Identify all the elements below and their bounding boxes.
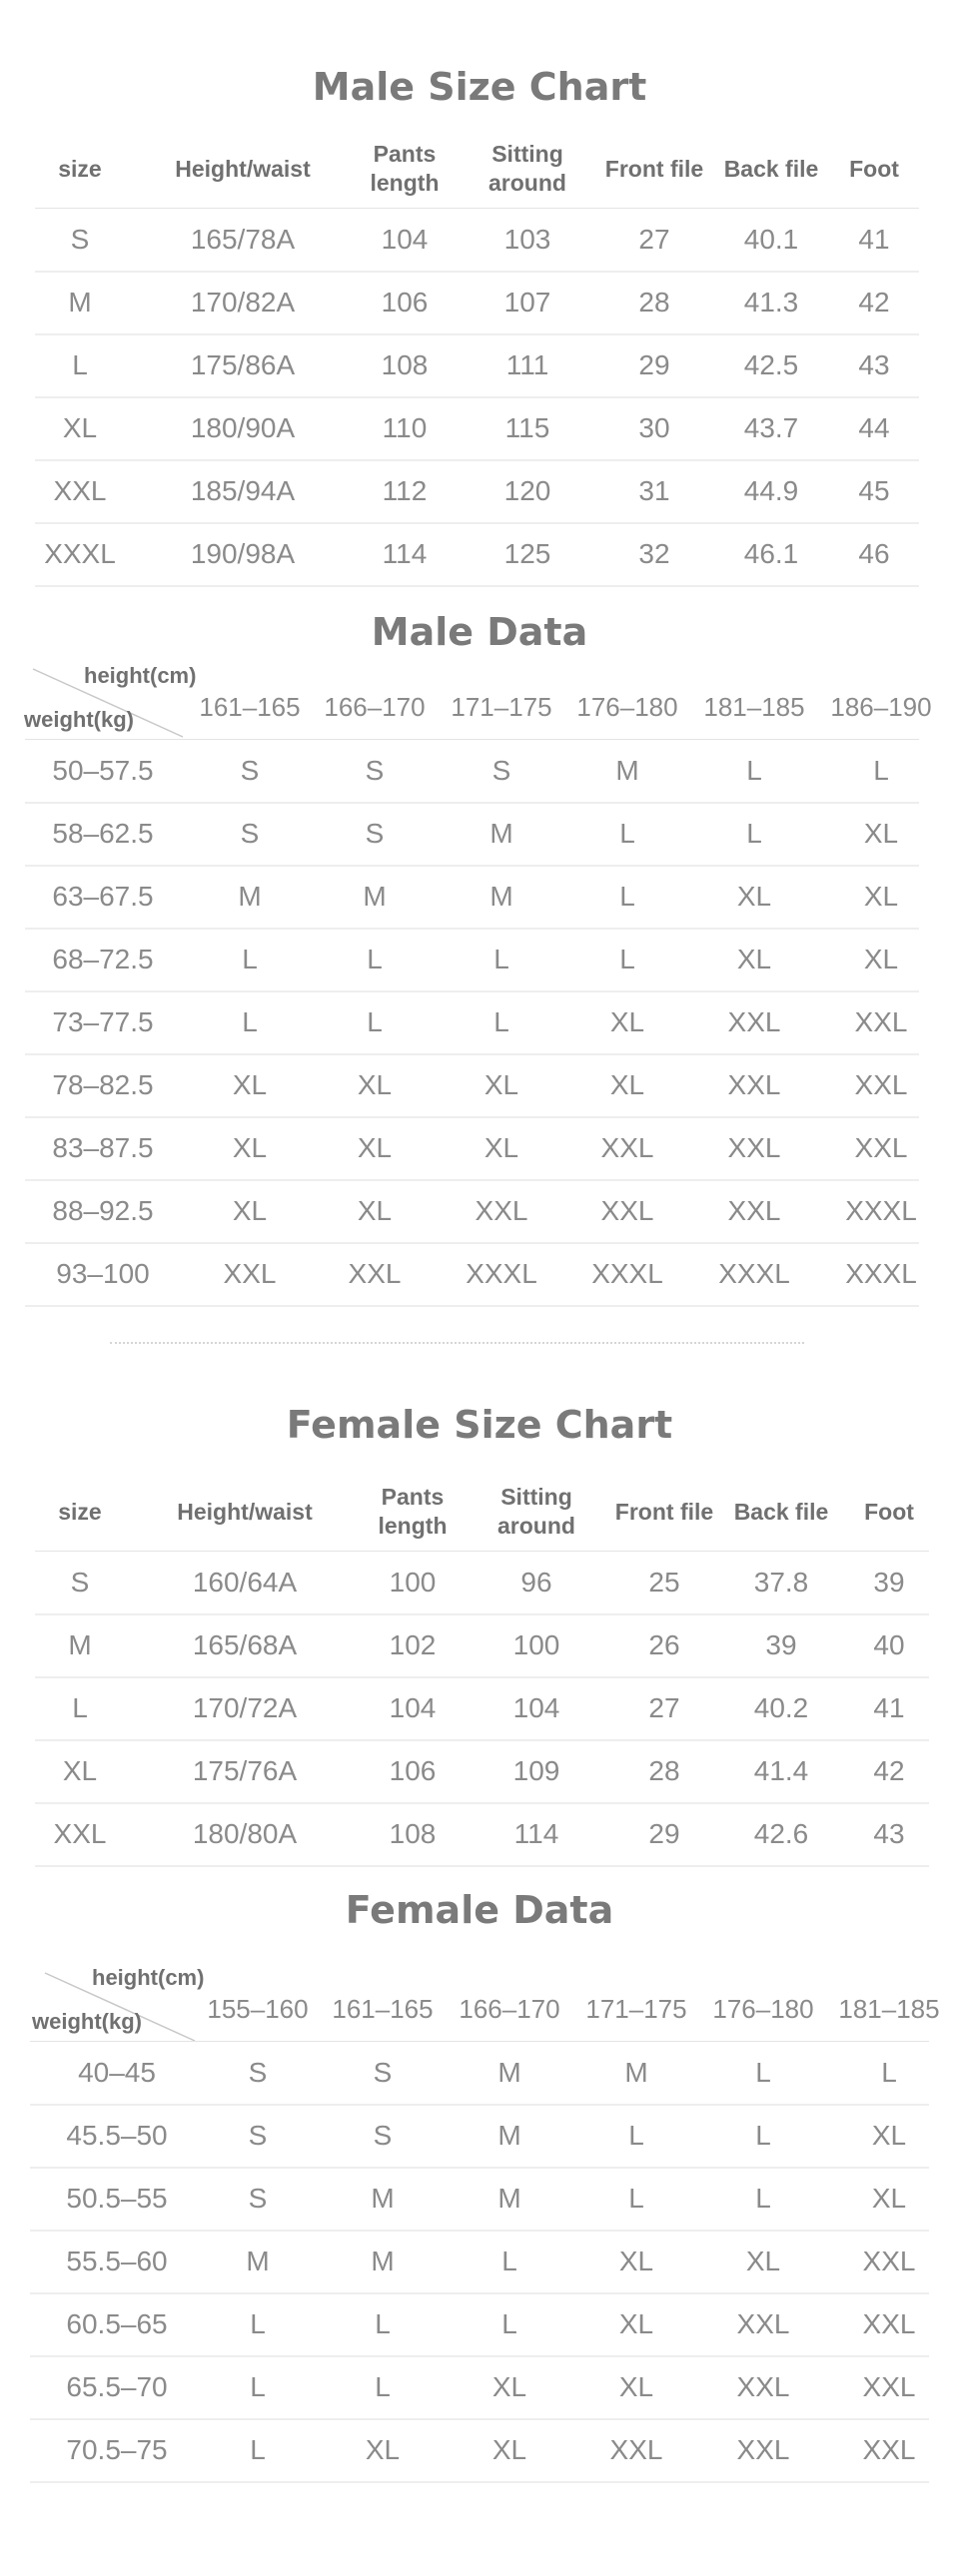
size-cell: M bbox=[363, 880, 387, 912]
table-cell: 43.7 bbox=[743, 411, 799, 443]
table-row bbox=[25, 802, 919, 867]
table-cell: 180/80A bbox=[192, 1817, 298, 1849]
size-cell: XXL bbox=[854, 1005, 908, 1037]
table-cell: 39 bbox=[765, 1628, 797, 1660]
size-cell: XXL bbox=[223, 1257, 277, 1289]
size-cell: L bbox=[367, 943, 383, 974]
size-cell: XXXL bbox=[845, 1257, 917, 1289]
size-cell: XXL bbox=[727, 1068, 781, 1100]
column-header: Back file bbox=[733, 1498, 829, 1525]
column-header: Foot bbox=[864, 1498, 914, 1525]
column-header: Foot bbox=[849, 155, 899, 182]
column-header: Height/waist bbox=[175, 155, 311, 182]
table-row bbox=[30, 2167, 929, 2232]
size-cell: M bbox=[489, 817, 513, 849]
weight-range-cell: 63–67.5 bbox=[52, 880, 154, 912]
table-cell: 170/72A bbox=[192, 1691, 298, 1723]
size-cell: S bbox=[373, 2056, 393, 2088]
table-cell: 103 bbox=[503, 223, 551, 255]
table-cell: 190/98A bbox=[190, 537, 296, 569]
table-row bbox=[25, 865, 919, 930]
table-cell: 29 bbox=[638, 348, 670, 380]
table-cell: 110 bbox=[382, 411, 428, 443]
table-cell: 111 bbox=[505, 348, 549, 380]
size-cell: XL bbox=[863, 817, 899, 849]
male-size-chart-table bbox=[35, 130, 919, 585]
size-cell: L bbox=[881, 2056, 897, 2088]
size-cell: L bbox=[619, 880, 635, 912]
size-cell: XL bbox=[365, 2433, 401, 2465]
size-cell: M bbox=[497, 2056, 521, 2088]
column-header: Sitting around bbox=[488, 141, 566, 196]
size-cell: L bbox=[250, 2370, 266, 2402]
table-cell: 41.4 bbox=[753, 1754, 809, 1786]
height-range-header: 171–175 bbox=[585, 1994, 687, 2024]
table-cell: 115 bbox=[504, 411, 550, 443]
size-cell: S bbox=[248, 2056, 268, 2088]
table-cell: XXL bbox=[53, 474, 107, 506]
header-row bbox=[30, 1978, 940, 2042]
header-row bbox=[35, 1473, 929, 1552]
height-range-header: 161–165 bbox=[332, 1994, 434, 2024]
column-header: size bbox=[58, 1498, 102, 1525]
table-cell: S bbox=[70, 1566, 90, 1598]
size-cell: XL bbox=[736, 943, 772, 974]
size-cell: L bbox=[755, 2119, 771, 2151]
table-cell: 108 bbox=[389, 1817, 437, 1849]
size-cell: XL bbox=[232, 1131, 268, 1163]
table-row bbox=[25, 990, 919, 1055]
table-cell: 43 bbox=[858, 348, 890, 380]
table-cell: M bbox=[68, 286, 92, 318]
weight-range-cell: 83–87.5 bbox=[52, 1131, 154, 1163]
table-cell: 39 bbox=[873, 1566, 905, 1598]
table-cell: 175/76A bbox=[192, 1754, 298, 1786]
table-cell: 185/94A bbox=[190, 474, 296, 506]
table-cell: 120 bbox=[503, 474, 551, 506]
table-cell: 26 bbox=[648, 1628, 680, 1660]
size-cell: L bbox=[619, 817, 635, 849]
size-cell: L bbox=[746, 817, 762, 849]
weight-range-cell: 70.5–75 bbox=[66, 2433, 168, 2465]
table-cell: 114 bbox=[382, 537, 428, 569]
weight-range-cell: 73–77.5 bbox=[52, 1005, 154, 1037]
size-cell: L bbox=[250, 2307, 266, 2339]
size-cell: M bbox=[371, 2245, 395, 2276]
weight-range-cell: 58–62.5 bbox=[52, 817, 154, 849]
size-cell: XL bbox=[618, 2370, 654, 2402]
table-cell: 30 bbox=[638, 411, 670, 443]
size-cell: XXL bbox=[736, 2433, 790, 2465]
size-cell: S bbox=[365, 817, 385, 849]
size-cell: XXL bbox=[862, 2433, 916, 2465]
height-range-header: 171–175 bbox=[451, 692, 552, 722]
table-cell: 96 bbox=[520, 1566, 552, 1598]
female-size-chart-title: Female Size Chart bbox=[286, 1403, 673, 1447]
table-cell: 106 bbox=[381, 286, 429, 318]
table-row bbox=[30, 2355, 929, 2420]
female-data-table bbox=[30, 1978, 940, 2481]
table-cell: 41 bbox=[873, 1691, 905, 1723]
table-row bbox=[30, 2104, 929, 2169]
weight-range-cell: 40–45 bbox=[78, 2056, 156, 2088]
size-cell: XXXL bbox=[466, 1257, 537, 1289]
table-cell: 27 bbox=[648, 1691, 680, 1723]
table-cell: 44 bbox=[858, 411, 890, 443]
table-cell: 40.1 bbox=[743, 223, 799, 255]
table-cell: XXXL bbox=[44, 537, 116, 569]
size-cell: XXL bbox=[854, 1068, 908, 1100]
table-row bbox=[35, 1802, 929, 1867]
table-cell: 160/64A bbox=[192, 1566, 298, 1598]
table-row bbox=[35, 271, 919, 335]
table-row bbox=[35, 459, 919, 524]
table-row bbox=[35, 1739, 929, 1804]
size-cell: L bbox=[501, 2307, 517, 2339]
size-cell: L bbox=[242, 943, 258, 974]
table-cell: 45 bbox=[858, 474, 890, 506]
female-size-chart-table bbox=[35, 1473, 929, 1865]
table-cell: 32 bbox=[638, 537, 670, 569]
weight-range-cell: 88–92.5 bbox=[52, 1194, 154, 1226]
size-cell: S bbox=[248, 2182, 268, 2214]
size-cell: XL bbox=[232, 1068, 268, 1100]
size-cell: M bbox=[497, 2182, 521, 2214]
size-cell: XXL bbox=[609, 2433, 663, 2465]
table-cell: 108 bbox=[381, 348, 429, 380]
size-cell: XXL bbox=[862, 2245, 916, 2276]
weight-range-cell: 68–72.5 bbox=[52, 943, 154, 974]
male-data-height-label: height(cm) bbox=[84, 663, 197, 688]
column-header: Sitting around bbox=[497, 1484, 575, 1539]
size-cell: XXL bbox=[736, 2307, 790, 2339]
size-cell: XL bbox=[618, 2307, 654, 2339]
table-cell: XXL bbox=[53, 1817, 107, 1849]
table-cell: M bbox=[68, 1628, 92, 1660]
table-cell: 42.5 bbox=[743, 348, 799, 380]
size-cell: XL bbox=[609, 1068, 645, 1100]
table-cell: 107 bbox=[503, 286, 551, 318]
size-cell: L bbox=[250, 2433, 266, 2465]
table-cell: 40 bbox=[873, 1628, 905, 1660]
table-cell: 112 bbox=[382, 474, 428, 506]
size-cell: M bbox=[624, 2056, 648, 2088]
table-cell: 165/78A bbox=[190, 223, 296, 255]
table-row bbox=[30, 2292, 929, 2357]
male-size-chart-title: Male Size Chart bbox=[312, 65, 647, 109]
table-cell: 104 bbox=[389, 1691, 437, 1723]
size-cell: XL bbox=[863, 880, 899, 912]
table-cell: 104 bbox=[512, 1691, 560, 1723]
weight-range-cell: 60.5–65 bbox=[66, 2307, 168, 2339]
header-row bbox=[25, 676, 932, 740]
table-cell: 29 bbox=[648, 1817, 680, 1849]
table-cell: 41.3 bbox=[743, 286, 799, 318]
section-divider bbox=[110, 1342, 804, 1344]
size-cell: L bbox=[367, 1005, 383, 1037]
table-row bbox=[30, 2418, 929, 2483]
size-cell: XL bbox=[745, 2245, 781, 2276]
table-cell: 28 bbox=[648, 1754, 680, 1786]
table-cell: XL bbox=[62, 1754, 98, 1786]
male-data-title: Male Data bbox=[371, 610, 588, 654]
female-data-title: Female Data bbox=[345, 1888, 614, 1932]
size-cell: M bbox=[497, 2119, 521, 2151]
weight-range-cell: 50–57.5 bbox=[52, 754, 154, 786]
size-cell: XXL bbox=[600, 1194, 654, 1226]
size-cell: S bbox=[240, 754, 260, 786]
table-row bbox=[35, 1613, 929, 1678]
table-cell: S bbox=[70, 223, 90, 255]
table-cell: 42 bbox=[858, 286, 890, 318]
table-cell: 125 bbox=[503, 537, 551, 569]
female-data-height-label: height(cm) bbox=[92, 1965, 205, 1990]
height-range-header: 166–170 bbox=[459, 1994, 560, 2024]
size-cell: XL bbox=[871, 2182, 907, 2214]
size-cell: S bbox=[491, 754, 511, 786]
table-cell: 46 bbox=[858, 537, 890, 569]
size-cell: XXL bbox=[862, 2370, 916, 2402]
size-cell: L bbox=[375, 2307, 391, 2339]
table-cell: 165/68A bbox=[192, 1628, 298, 1660]
table-cell: L bbox=[72, 348, 88, 380]
table-cell: 175/86A bbox=[190, 348, 296, 380]
column-header: Front file bbox=[614, 1498, 714, 1525]
size-cell: XXXL bbox=[718, 1257, 790, 1289]
size-cell: S bbox=[373, 2119, 393, 2151]
height-range-header: 166–170 bbox=[324, 692, 426, 722]
size-cell: L bbox=[755, 2056, 771, 2088]
size-cell: XL bbox=[357, 1068, 393, 1100]
size-cell: XL bbox=[483, 1068, 519, 1100]
table-cell: 109 bbox=[512, 1754, 560, 1786]
table-cell: 44.9 bbox=[743, 474, 799, 506]
height-range-header: 176–180 bbox=[576, 692, 678, 722]
table-cell: 100 bbox=[512, 1628, 560, 1660]
size-cell: L bbox=[501, 2245, 517, 2276]
size-cell: XL bbox=[491, 2433, 527, 2465]
size-cell: XL bbox=[232, 1194, 268, 1226]
size-cell: XXL bbox=[600, 1131, 654, 1163]
size-cell: S bbox=[365, 754, 385, 786]
size-cell: XXL bbox=[727, 1194, 781, 1226]
size-cell: S bbox=[248, 2119, 268, 2151]
table-cell: 43 bbox=[873, 1817, 905, 1849]
size-cell: L bbox=[755, 2182, 771, 2214]
table-cell: 100 bbox=[389, 1566, 437, 1598]
column-header: Height/waist bbox=[177, 1498, 313, 1525]
height-range-header: 186–190 bbox=[830, 692, 932, 722]
table-row bbox=[35, 396, 919, 461]
height-range-header: 181–185 bbox=[703, 692, 805, 722]
size-cell: L bbox=[628, 2182, 644, 2214]
size-cell: XXL bbox=[736, 2370, 790, 2402]
table-cell: XL bbox=[62, 411, 98, 443]
table-cell: 41 bbox=[858, 223, 890, 255]
size-cell: XL bbox=[491, 2370, 527, 2402]
column-header: Pants length bbox=[378, 1484, 448, 1539]
size-cell: XL bbox=[871, 2119, 907, 2151]
table-row bbox=[35, 522, 919, 587]
size-cell: M bbox=[615, 754, 639, 786]
table-row bbox=[25, 928, 919, 992]
table-cell: 31 bbox=[638, 474, 670, 506]
table-cell: L bbox=[72, 1691, 88, 1723]
table-cell: 180/90A bbox=[190, 411, 296, 443]
size-cell: L bbox=[375, 2370, 391, 2402]
size-cell: M bbox=[246, 2245, 270, 2276]
size-cell: XXXL bbox=[591, 1257, 663, 1289]
column-header: size bbox=[58, 155, 102, 182]
size-cell: L bbox=[628, 2119, 644, 2151]
size-cell: XL bbox=[609, 1005, 645, 1037]
table-cell: 37.8 bbox=[753, 1566, 809, 1598]
size-cell: XXL bbox=[727, 1005, 781, 1037]
male-data-weight-label: weight(kg) bbox=[24, 707, 134, 732]
weight-range-cell: 45.5–50 bbox=[66, 2119, 168, 2151]
size-cell: XXXL bbox=[845, 1194, 917, 1226]
size-cell: L bbox=[873, 754, 889, 786]
column-header: Back file bbox=[723, 155, 819, 182]
table-cell: 40.2 bbox=[753, 1691, 809, 1723]
table-cell: 114 bbox=[513, 1817, 559, 1849]
size-cell: XL bbox=[736, 880, 772, 912]
size-cell: XL bbox=[618, 2245, 654, 2276]
height-range-header: 181–185 bbox=[838, 1994, 940, 2024]
table-cell: 170/82A bbox=[190, 286, 296, 318]
table-row bbox=[25, 1242, 919, 1307]
size-cell: L bbox=[242, 1005, 258, 1037]
size-cell: XL bbox=[357, 1131, 393, 1163]
size-cell: L bbox=[746, 754, 762, 786]
size-cell: XL bbox=[863, 943, 899, 974]
table-cell: 42 bbox=[873, 1754, 905, 1786]
size-cell: XXL bbox=[854, 1131, 908, 1163]
table-cell: 42.6 bbox=[753, 1817, 809, 1849]
height-range-header: 161–165 bbox=[199, 692, 301, 722]
size-cell: XXL bbox=[862, 2307, 916, 2339]
size-cell: S bbox=[240, 817, 260, 849]
size-cell: L bbox=[619, 943, 635, 974]
table-row bbox=[25, 1053, 919, 1118]
size-cell: XXL bbox=[475, 1194, 528, 1226]
male-data-table bbox=[25, 676, 932, 1305]
size-cell: L bbox=[493, 1005, 509, 1037]
weight-range-cell: 78–82.5 bbox=[52, 1068, 154, 1100]
table-row bbox=[25, 739, 919, 804]
weight-range-cell: 55.5–60 bbox=[66, 2245, 168, 2276]
table-row bbox=[35, 333, 919, 398]
height-range-header: 155–160 bbox=[207, 1994, 309, 2024]
female-data-weight-label: weight(kg) bbox=[32, 2009, 142, 2034]
table-cell: 27 bbox=[638, 223, 670, 255]
column-header: Front file bbox=[604, 155, 704, 182]
height-range-header: 176–180 bbox=[712, 1994, 814, 2024]
table-row bbox=[35, 208, 919, 273]
table-cell: 104 bbox=[381, 223, 429, 255]
size-cell: XL bbox=[357, 1194, 393, 1226]
table-row bbox=[30, 2230, 929, 2294]
column-header: Pants length bbox=[370, 141, 440, 196]
size-cell: XXL bbox=[727, 1131, 781, 1163]
table-row bbox=[30, 2041, 929, 2106]
size-cell: XL bbox=[483, 1131, 519, 1163]
table-row bbox=[25, 1179, 919, 1244]
weight-range-cell: 65.5–70 bbox=[66, 2370, 168, 2402]
size-cell: XXL bbox=[348, 1257, 402, 1289]
size-cell: M bbox=[238, 880, 262, 912]
table-cell: 106 bbox=[389, 1754, 437, 1786]
table-cell: 28 bbox=[638, 286, 670, 318]
table-cell: 46.1 bbox=[743, 537, 799, 569]
table-row bbox=[25, 1116, 919, 1181]
weight-range-cell: 93–100 bbox=[56, 1257, 150, 1289]
size-cell: M bbox=[371, 2182, 395, 2214]
table-row bbox=[35, 1551, 929, 1615]
size-cell: L bbox=[493, 943, 509, 974]
table-cell: 102 bbox=[389, 1628, 437, 1660]
size-cell: M bbox=[489, 880, 513, 912]
table-row bbox=[35, 1676, 929, 1741]
table-cell: 25 bbox=[648, 1566, 680, 1598]
weight-range-cell: 50.5–55 bbox=[66, 2182, 168, 2214]
header-row bbox=[35, 130, 919, 209]
